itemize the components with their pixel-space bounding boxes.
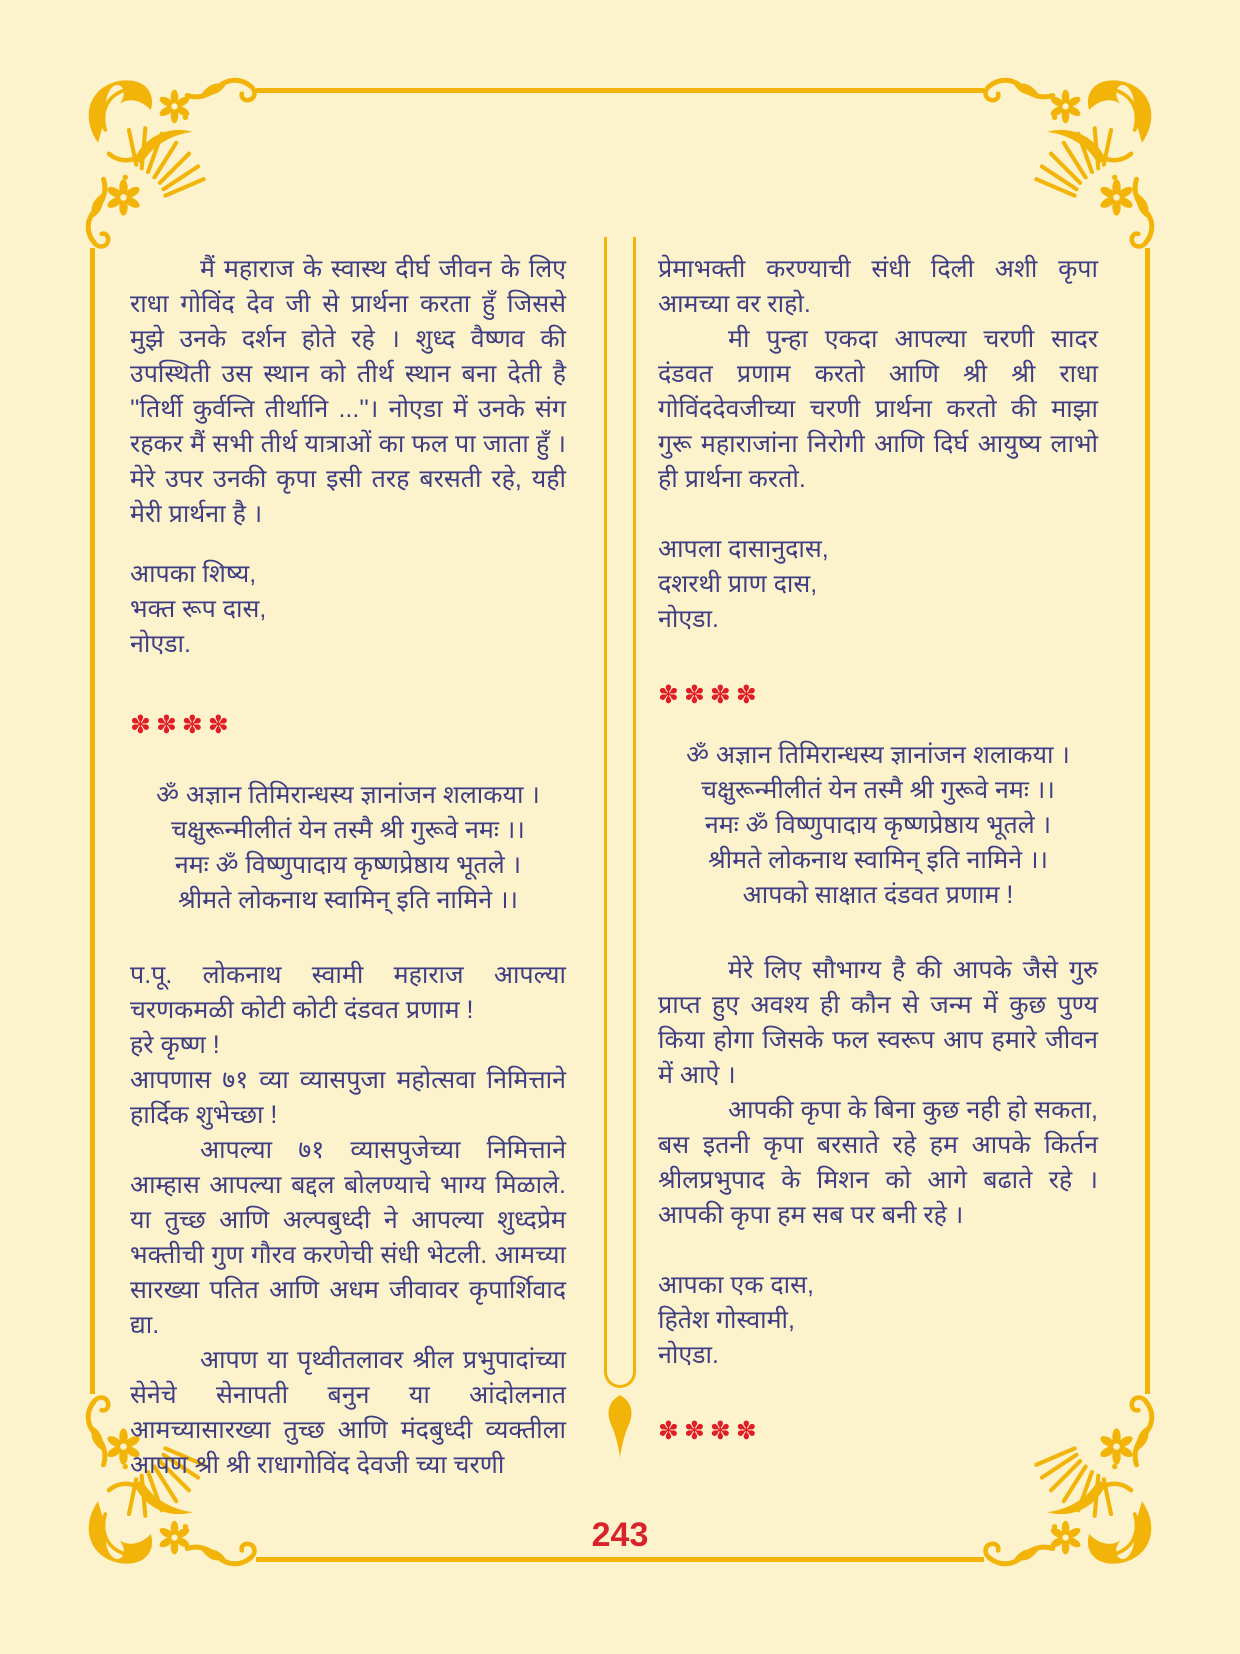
signature-line: भक्त रूप दास, bbox=[130, 595, 267, 623]
signature-line: दशरथी प्राण दास, bbox=[658, 570, 818, 598]
frame-border-left bbox=[90, 248, 95, 1394]
shloka-block bbox=[658, 738, 1098, 913]
paragraph: मैं महाराज के स्वास्थ दीर्घ जीवन के लिए राधा गोविंद देव जी से प्रार्थना करता हुँ जिससे मुझे उनके दर्शन होते रहे । शुध्द वैष्णव की उपस्थिती उस स्थान को तीर्थ स्थान बना देती है ''तिर्थी कुर्वन्ति तीर्थानि ...''। नोएडा में उनके संग रहकर मैं सभी तीर्थ यात्राओं का फल पा जाता हुँ । मेरे उपर उनकी कृपा इसी तरह बरसती रहे, यही मेरी प्रार्थना है । bbox=[130, 255, 566, 528]
divider-teardrop-icon bbox=[603, 1395, 637, 1459]
signature-line: आपला दासानुदास, bbox=[658, 535, 829, 563]
paragraph: प.पू. लोकनाथ स्वामी महाराज आपल्या चरणकमळी कोटी कोटी दंडवत प्रणाम ! bbox=[130, 961, 566, 1024]
shloka-line: चक्षुरून्मीलीतं येन तस्मै श्री गुरूवे नमः ।। bbox=[171, 816, 525, 844]
frame-border-bottom bbox=[256, 1557, 984, 1562]
paragraph: आपणास ७१ व्या व्यासपुजा महोत्सवा निमित्ताने हार्दिक शुभेच्छा ! bbox=[130, 1066, 566, 1129]
section-separator: ✽✽✽✽ bbox=[658, 681, 762, 709]
signature-block bbox=[658, 1268, 1098, 1373]
signature-block bbox=[130, 557, 566, 662]
paragraph: हरे कृष्ण ! bbox=[130, 1031, 220, 1059]
right-column bbox=[658, 252, 1098, 1449]
paragraph: आपकी कृपा के बिना कुछ नही हो सकता, बस इतनी कृपा बरसाते रहे हम आपके किर्तन श्रीलप्रभुपाद के मिशन को आगे बढाते रहे । आपकी कृपा हम सब पर बनी रहे । bbox=[658, 1096, 1098, 1229]
paragraph: मी पुन्हा एकदा आपल्या चरणी सादर दंडवत प्रणाम करतो आणि श्री श्री राधा गोविंददेवजीच्या चरणी प्रार्थना करतो की माझा गुरू महाराजांना निरोगी आणि दिर्घ आयुष्य लाभो ही प्रार्थना करतो. bbox=[658, 325, 1098, 493]
paragraph: मेरे लिए सौभाग्य है की आपके जैसे गुरु प्राप्त हुए अवश्य ही कौन से जन्म में कुछ पुण्य किया होगा जिसके फल स्वरूप आप हमारे जीवन में आऐ । bbox=[658, 956, 1098, 1089]
paragraph: आपण या पृथ्वीतलावर श्रील प्रभुपादांच्या सेनेचे सेनापती बनुन या आंदोलनात आमच्यासारख्या तुच्छ आणि मंदबुध्दी व्यक्तीला आपण श्री श्री राधागोविंद देवजी च्या चरणी bbox=[130, 1346, 566, 1479]
signature-block bbox=[658, 532, 1098, 637]
signature-line: नोएडा. bbox=[658, 1341, 719, 1369]
left-column bbox=[130, 252, 566, 1483]
shloka-line: श्रीमते लोकनाथ स्वामिन् इति नामिने ।। bbox=[707, 846, 1049, 874]
signature-line: आपका शिष्य, bbox=[130, 560, 257, 588]
shloka-block bbox=[130, 778, 566, 918]
column-divider bbox=[604, 237, 636, 1388]
page-number: 243 bbox=[591, 1516, 649, 1554]
frame-border-top bbox=[256, 88, 984, 93]
shloka-line: श्रीमते लोकनाथ स्वामिन् इति नामिने ।। bbox=[177, 886, 519, 914]
shloka-line: आपको साक्षात दंडवत प्रणाम ! bbox=[742, 881, 1014, 909]
floral-corner-ornament-icon bbox=[980, 70, 1162, 252]
shloka-line: नमः ॐ विष्णुपादाय कृष्णप्रेष्ठाय भूतले । bbox=[704, 811, 1052, 839]
signature-line: आपका एक दास, bbox=[658, 1271, 814, 1299]
shloka-line: ॐ अज्ञान तिमिरान्धस्य ज्ञानांजन शलाकया । bbox=[686, 741, 1070, 769]
paragraph: आपल्या ७१ व्यासपुजेच्या निमित्ताने आम्हास आपल्या बद्दल बोलण्याचे भाग्य मिळाले. या तुच्छ आणि अल्पबुध्दी ने आपल्या शुध्दप्रेम भक्तीची गुण गौरव करणेची संधी भेटली. आमच्या सारख्या पतित आणि अधम जीवावर कृपार्शिवाद द्या. bbox=[130, 1136, 566, 1339]
signature-line: नोएडा. bbox=[130, 630, 191, 658]
shloka-line: चक्षुरून्मीलीतं येन तस्मै श्री गुरूवे नमः ।। bbox=[701, 776, 1055, 804]
shloka-line: नमः ॐ विष्णुपादाय कृष्णप्रेष्ठाय भूतले । bbox=[174, 851, 522, 879]
signature-line: नोएडा. bbox=[658, 605, 719, 633]
floral-corner-ornament-icon bbox=[78, 70, 260, 252]
paragraph: प्रेमाभक्ती करण्याची संधी दिली अशी कृपा आमच्या वर राहो. bbox=[658, 255, 1098, 318]
signature-line: हितेश गोस्वामी, bbox=[658, 1306, 795, 1334]
section-separator: ✽✽✽✽ bbox=[130, 711, 234, 739]
frame-border-right bbox=[1145, 248, 1150, 1394]
shloka-line: ॐ अज्ञान तिमिरान्धस्य ज्ञानांजन शलाकया । bbox=[156, 781, 540, 809]
section-separator: ✽✽✽✽ bbox=[658, 1417, 762, 1445]
